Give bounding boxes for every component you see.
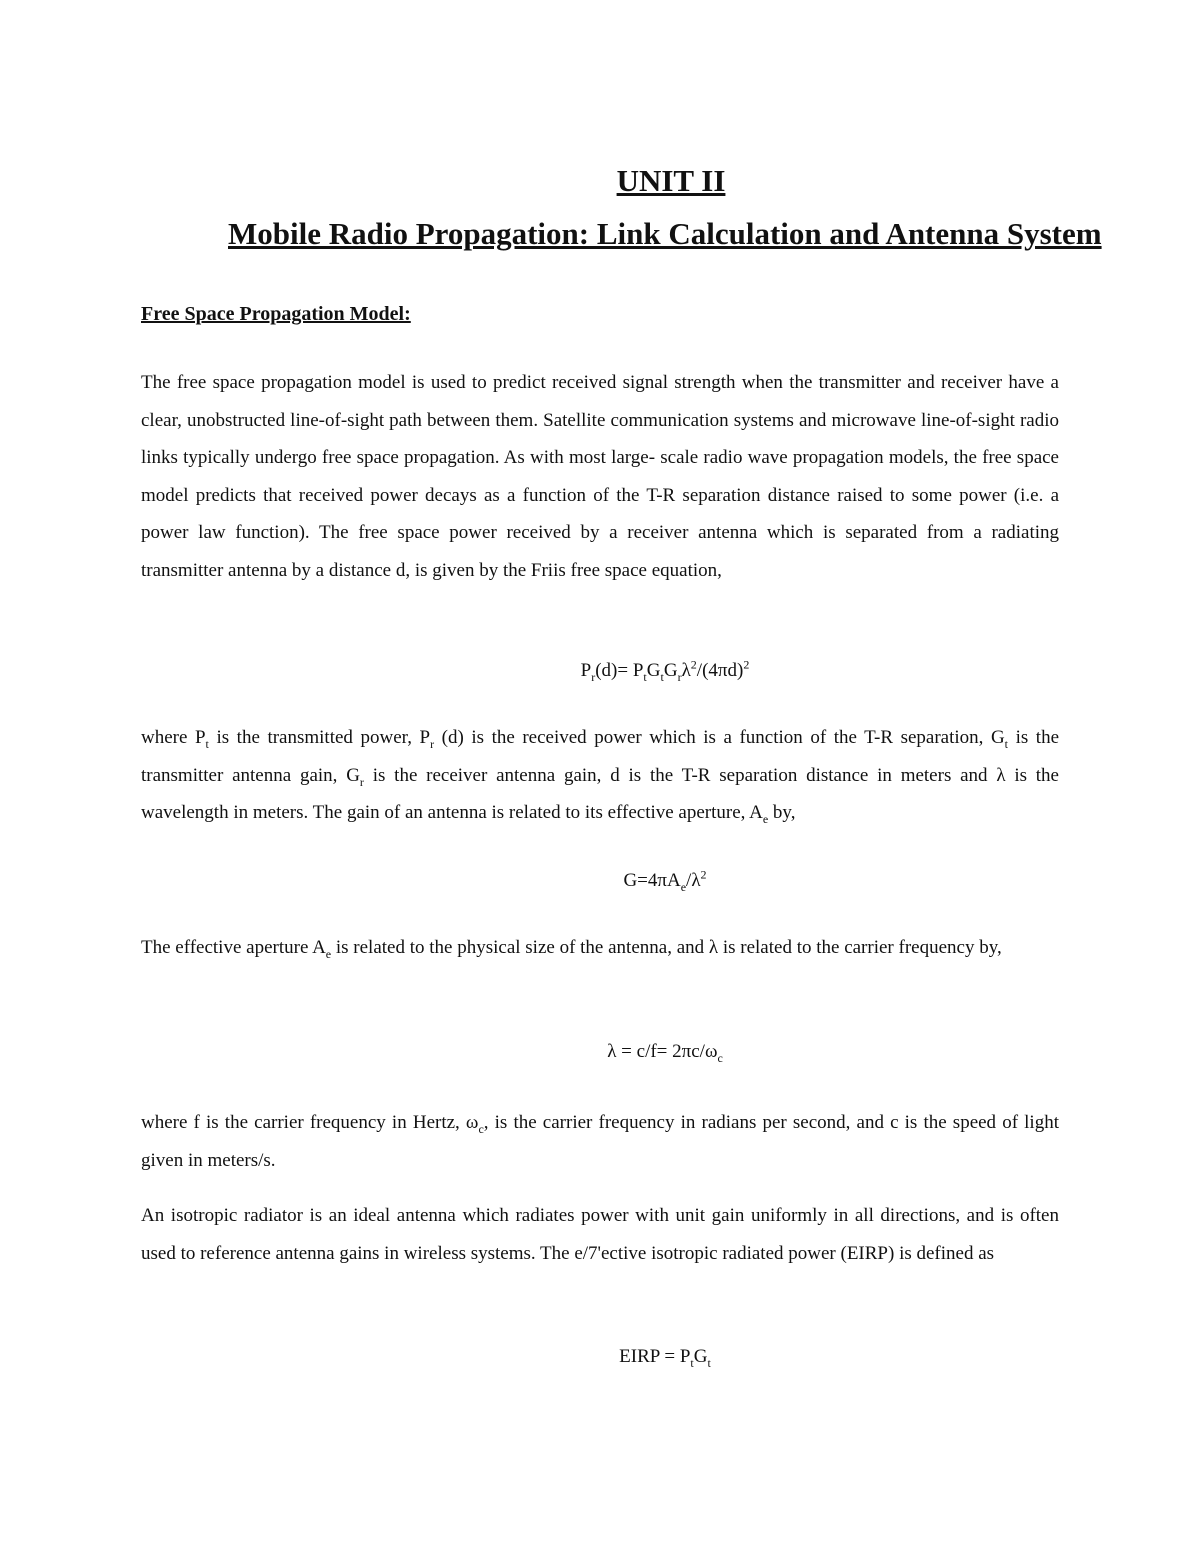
para-text: is the transmitter antenna gain, G xyxy=(141,727,1060,786)
subscript: e xyxy=(325,946,332,961)
eq-text: G xyxy=(693,1346,708,1367)
eq-text: /λ xyxy=(686,870,701,891)
subscript: r xyxy=(359,774,364,789)
eq-sub: c xyxy=(717,1050,723,1065)
subscript: t xyxy=(205,736,209,751)
eq-sub: t xyxy=(660,669,664,684)
para-text: where P xyxy=(141,727,206,748)
eq-text: G xyxy=(646,660,661,681)
eq-text: P xyxy=(580,660,592,681)
paragraph-effective-aperture xyxy=(141,929,1059,967)
eq-text: λ = c/f= 2πc/ω xyxy=(607,1041,718,1062)
eq-sup: 2 xyxy=(690,657,697,672)
para-text: where f is the carrier frequency in Hertz, ω xyxy=(141,1112,479,1133)
para-text: (d) is the received power which is a function of the T-R separation, G xyxy=(434,727,1005,748)
eq-sup: 2 xyxy=(743,657,750,672)
eq-sub: r xyxy=(677,669,682,684)
eq-text: (d)= P xyxy=(595,660,644,681)
paragraph-isotropic-radiator: An isotropic radiator is an ideal antenna which radiates power with unit gain uniformly in all directions, and is often used to reference antenna gains in wireless systems. The e/7'ective isotropic radiated power (EIRP) is defined as xyxy=(141,1205,1059,1264)
eq-text: G=4πA xyxy=(623,870,681,891)
subscript: r xyxy=(430,736,435,751)
para-text: , is the carrier frequency in radians per second, and c is the speed of light given in meters/s. xyxy=(141,1112,1059,1171)
eq-text: G xyxy=(663,660,678,681)
chapter-title: Mobile Radio Propagation: Link Calculation and Antenna System xyxy=(228,216,1102,251)
para-text: The effective aperture A xyxy=(141,937,326,958)
subscript: t xyxy=(1004,736,1009,751)
para-text: is related to the physical size of the antenna, and λ is related to the carrier frequency by, xyxy=(331,937,1002,958)
para-text: is the transmitted power, P xyxy=(208,727,431,748)
equation-eirp xyxy=(0,1346,1200,1368)
eq-sub: t xyxy=(643,669,647,684)
equation-gain xyxy=(0,867,1200,894)
equation-wavelength xyxy=(0,1041,1200,1063)
subscript: c xyxy=(478,1121,484,1136)
eq-text: λ xyxy=(681,660,691,681)
equation-friis xyxy=(0,657,1200,684)
eq-text: EIRP = P xyxy=(619,1346,691,1367)
section-heading: Free Space Propagation Model: xyxy=(141,303,411,325)
eq-sub: e xyxy=(680,879,687,894)
paragraph-carrier-frequency xyxy=(141,1104,1059,1179)
paragraph-free-space-intro: The free space propagation model is used to predict received signal strength when the transmitter and receiver have a clear, unobstructed line-of-sight path between them. Satellite communication systems and microwave line-of-sight radio links typically undergo free space propagation. As with most large- scale radio wave propagation models, the free space model predicts that received power decays as a function of the T-R separation distance raised to some power (i.e. a power law function). The free space power received by a receiver antenna which is separated from a radiating transmitter antenna by a distance d, is given by the Friis free space equation, xyxy=(141,372,1059,581)
eq-sup: 2 xyxy=(700,867,707,882)
subscript: e xyxy=(762,811,769,826)
eq-text: /(4πd) xyxy=(696,660,744,681)
eq-sub: t xyxy=(707,1355,711,1370)
para-text: by, xyxy=(768,802,796,823)
eq-sub: r xyxy=(591,669,596,684)
para-text: is the receiver antenna gain, d is the T-R separation distance in meters and λ is the wavelength in meters. The gain of an antenna is related to its effective aperture, A xyxy=(141,764,1059,823)
eq-sub: t xyxy=(690,1355,694,1370)
unit-title: UNIT II xyxy=(616,163,726,198)
paragraph-friis-terms xyxy=(141,719,1059,832)
